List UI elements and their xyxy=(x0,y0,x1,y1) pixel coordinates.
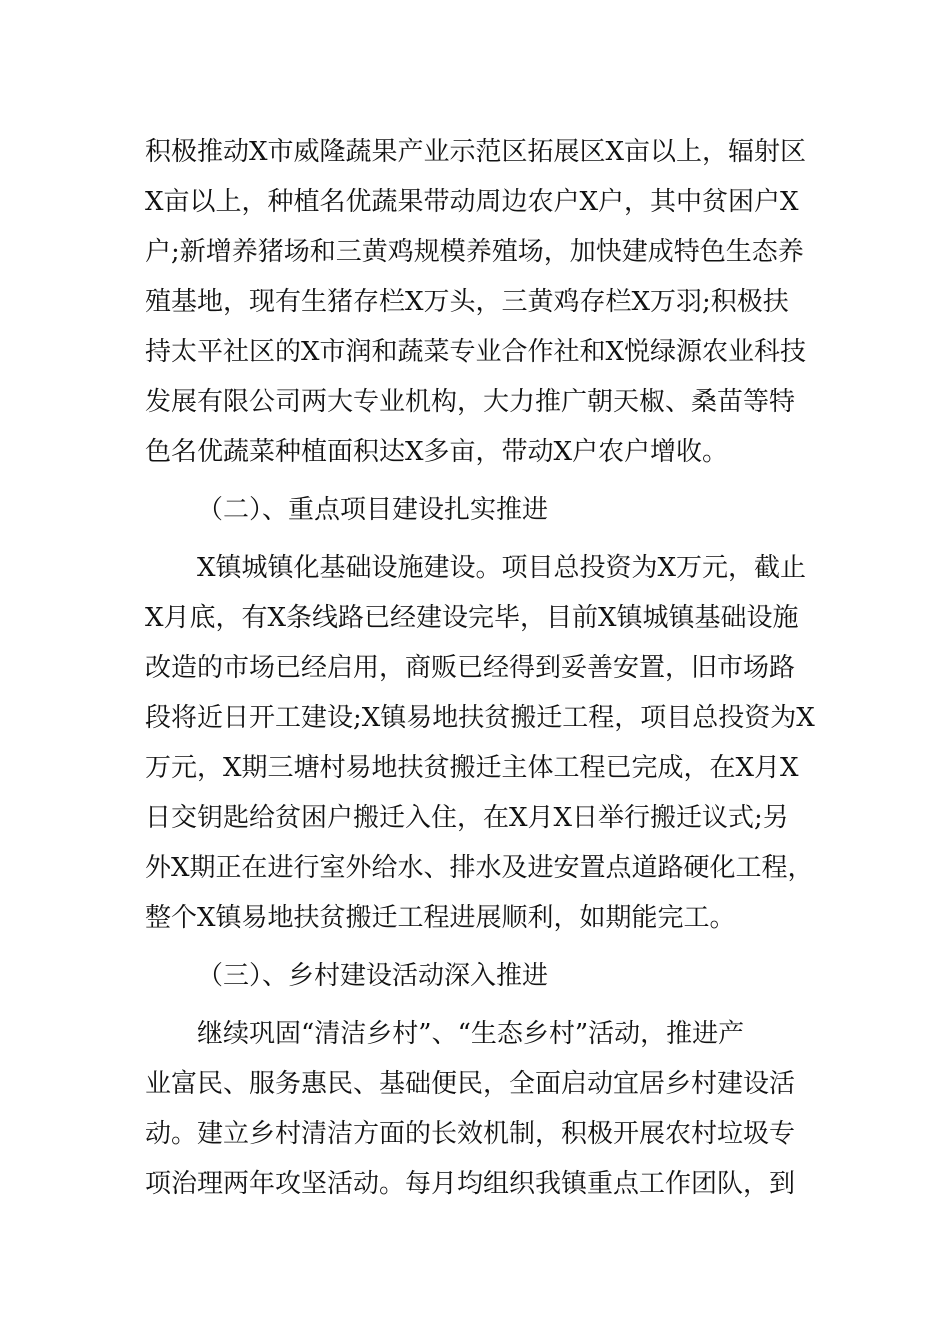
text-line: 段将近日开工建设;X镇易地扶贫搬迁工程，项目总投资为X xyxy=(145,703,815,733)
text-line: 项治理两年攻坚活动。每月均组织我镇重点工作团队，到 xyxy=(145,1169,796,1199)
text-line: 整个X镇易地扶贫搬迁工程进展顺利，如期能完工。 xyxy=(145,903,736,933)
text-line: X月底，有X条线路已经建设完毕，目前X镇城镇基础设施 xyxy=(145,603,799,633)
text-line: 万元，X期三塘村易地扶贫搬迁主体工程已完成，在X月X xyxy=(145,753,799,783)
text-line: 改造的市场已经启用，商贩已经得到妥善安置，旧市场路 xyxy=(145,653,796,683)
spacer xyxy=(145,535,810,543)
text-line: 持太平社区的X市润和蔬菜专业合作社和X悦绿源农业科技 xyxy=(145,337,807,367)
text-line: 动。建立乡村清洁方面的长效机制，积极开展农村垃圾专 xyxy=(145,1119,796,1149)
text-line: X镇城镇化基础设施建设。项目总投资为X万元，截止 xyxy=(197,553,807,583)
text-line: 积极推动X市威隆蔬果产业示范区拓展区X亩以上，辐射区 xyxy=(145,137,807,167)
paragraph-3 xyxy=(145,1009,810,1209)
text-line: X亩以上，种植名优蔬果带动周边农户X户，其中贫困户X xyxy=(145,187,799,217)
section-heading-3: （三）、乡村建设活动深入推进 xyxy=(197,961,549,991)
text-line: 日交钥匙给贫困户搬迁入住，在X月X日举行搬迁议式;另 xyxy=(145,803,789,833)
text-line: 殖基地，现有生猪存栏X万头，三黄鸡存栏X万羽;积极扶 xyxy=(145,287,789,317)
paragraph-1 xyxy=(145,127,810,477)
text-line: 色名优蔬菜种植面积达X多亩，带动X户农户增收。 xyxy=(145,437,729,467)
document-body xyxy=(145,127,815,1209)
text-line: 发展有限公司两大专业机构，大力推广朝天椒、桑苗等特 xyxy=(145,387,796,417)
text-line: 外X期正在进行室外给水、排水及进安置点道路硬化工程， xyxy=(145,853,814,883)
text-line: 继续巩固“清洁乡村”、“生态乡村”活动，推进产 xyxy=(197,1019,745,1049)
text-line: 户;新增养猪场和三黄鸡规模养殖场，加快建成特色生态养 xyxy=(145,237,804,267)
spacer xyxy=(145,477,810,485)
paragraph-2 xyxy=(145,543,815,943)
section-heading-2: （二）、重点项目建设扎实推进 xyxy=(197,495,549,525)
spacer xyxy=(145,1001,810,1009)
text-line: 业富民、服务惠民、基础便民，全面启动宜居乡村建设活 xyxy=(145,1069,796,1099)
spacer xyxy=(145,943,810,951)
